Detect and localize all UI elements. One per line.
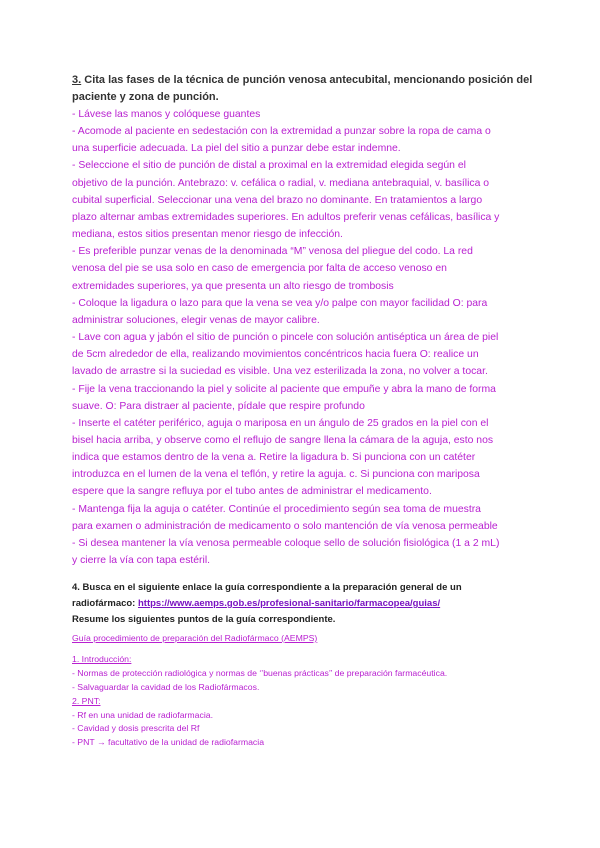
answer-line: - Si desea mantener la vía venosa permeable coloque sello de solución fisiológica (1 a 2 mL) [72, 537, 500, 549]
answer-line: plazo alternar ambas extremidades superiores. En adultos preferir venas cefálicas, basílica y [72, 211, 500, 223]
answer-line: cubital superficial. Seleccionar una vena del brazo no dominante. En tratamientos a largo [72, 194, 483, 206]
aemps-guides-link[interactable]: https://www.aemps.gob.es/profesional-sanitario/farmacopea/guias/ [138, 598, 441, 609]
answer-line: administrar soluciones, elegir venas de mayor calibre. [72, 314, 320, 326]
answer-line: indica que estamos dentro de la vena a. Retire la ligadura b. Si punciona con un catéter [72, 452, 476, 464]
question-3-answer [72, 106, 534, 569]
answer-line: de 5cm alrededor de ella, realizando movimientos concéntricos hacia fuera O: realice un [72, 349, 479, 361]
answer-line: una superficie adecuada. La piel del sitio a punzar debe estar indemne. [72, 143, 401, 155]
answer-line: - Coloque la ligadura o lazo para que la vena se vea y/o palpe con mayor facilidad O: para [72, 297, 488, 309]
answer-line: objetivo de la punción. Antebrazo: v. cefálica o radial, v. mediana antebraquial, v. basílica o [72, 177, 490, 189]
answer-line: lavado de arrastre si la suciedad es visible. Una vez esterilizada la zona, no volver a tocar. [72, 366, 488, 378]
answer-line: - Fije la vena traccionando la piel y solicite al paciente que empuñe y abra la mano de forma [72, 383, 496, 395]
answer-line: - Lave con agua y jabón el sitio de punción o pincele con solución antiséptica un área de piel [72, 332, 499, 344]
list-item: - Cavidad y dosis prescrita del Rf [72, 723, 200, 734]
question-3-title-line-2: paciente y zona de punción. [72, 91, 219, 103]
list-item: - Salvaguardar la cavidad de los Radiofármacos. [72, 681, 260, 692]
answer-line: venosa del pie se usa solo en caso de emergencia por falta de acceso venoso en [72, 263, 447, 275]
answer-line: mediana, estos sitios presentan menor riesgo de infección. [72, 229, 343, 241]
guide-title: Guía procedimiento de preparación del Radiofármaco (AEMPS) [72, 633, 318, 643]
question-4 [72, 580, 534, 628]
question-3-title [72, 72, 534, 106]
answer-line: - Seleccione el sitio de punción de distal a proximal en la extremidad elegida según el [72, 160, 466, 172]
question-3-number: 3. [72, 74, 82, 86]
answer-line: y cierre la vía con tapa estéril. [72, 555, 211, 567]
answer-line: extremidades superiores, ya que presenta un alto riesgo de trombosis [72, 280, 394, 292]
question-3 [72, 72, 534, 569]
question-4-line-2 [72, 596, 534, 612]
answer-line: - Inserte el catéter periférico, aguja o mariposa en un ángulo de 25 grados en la piel con el [72, 417, 489, 429]
question-4-line-3: Resume los siguientes puntos de la guía correspondiente. [72, 614, 336, 625]
answer-line: - Mantenga fija la aguja o catéter. Continúe el procedimiento según sea toma de muestra [72, 503, 481, 515]
question-4-line-1: 4. Busca en el siguiente enlace la guía correspondiente a la preparación general de un [72, 582, 462, 593]
answer-line: suave. O: Para distraer al paciente, pídale que respire profundo [72, 400, 365, 412]
list-item: - Rf en una unidad de radiofarmacia. [72, 709, 214, 720]
list-item: - Normas de protección radiológica y normas de ‘’buenas prácticas’’ de preparación farmacéutica. [72, 667, 448, 678]
answer-line: para examen o administración de medicamento o solo mantención de vía venosa permeable [72, 520, 498, 532]
question-4-link-prefix: radiofármaco: [72, 598, 138, 609]
answer-line: - Lávese las manos y colóquese guantes [72, 109, 261, 120]
section-heading-introduccion: 1. Introducción: [72, 653, 132, 664]
guide-summary [72, 632, 534, 750]
answer-line: introduzca en el lumen de la vena el teflón, y retire la aguja. c. Si punciona con mariposa [72, 469, 480, 481]
section-heading-pnt: 2. PNT: [72, 695, 101, 706]
answer-line: bisel hacia arriba, y observe como el reflujo de sangre llena la cámara de la aguja, esto nos [72, 434, 494, 446]
answer-line: espere que la sangre refluya por el tubo antes de administrar el medicamento. [72, 486, 432, 498]
answer-line: - Es preferible punzar venas de la denominada “M” venosa del pliegue del codo. La red [72, 246, 473, 258]
answer-line: - Acomode al paciente en sedestación con la extremidad a punzar sobre la ropa de cama o [72, 126, 491, 138]
question-3-title-line-1: Cita las fases de la técnica de punción venosa antecubital, mencionando posición del [81, 74, 533, 86]
list-item: - PNT → facultativo de la unidad de radiofarmacia [72, 737, 265, 748]
